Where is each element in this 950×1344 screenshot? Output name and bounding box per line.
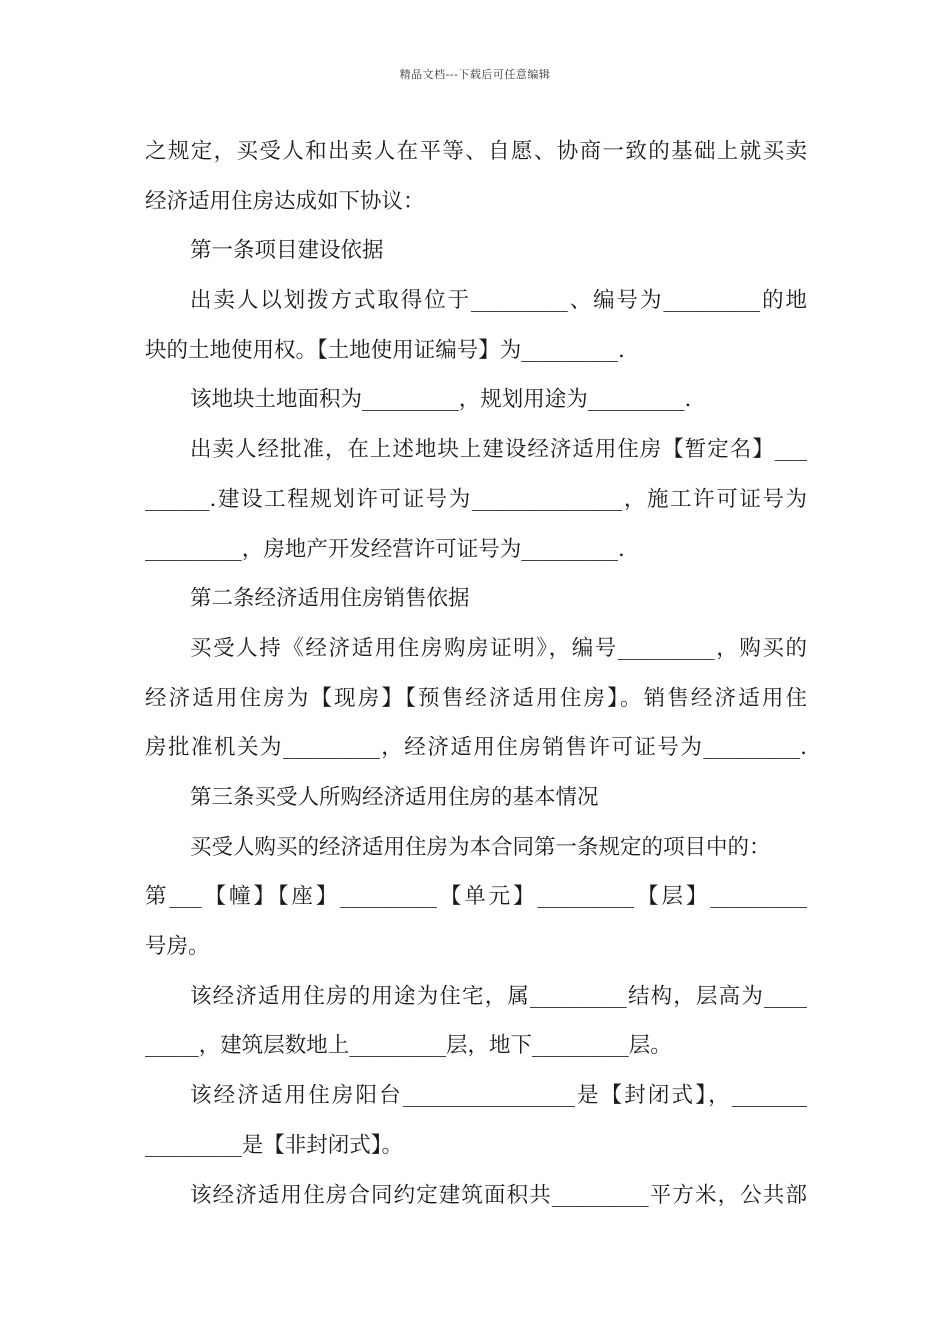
article-heading: 第二条经济适用住房销售依据 — [190, 586, 470, 611]
paragraph-line: 该地块土地面积为_________，规划用途为_________. — [190, 387, 692, 412]
paragraph-line: 块的土地使用权。【土地使用证编号】为_________. — [145, 338, 625, 363]
paragraph-line: 之规定，买受人和出卖人在平等、自愿、协商一致的基础上就买卖 — [145, 139, 807, 164]
paragraph-line: 号房。 — [145, 934, 210, 959]
paragraph-line: 第___【幢】【座】_________【单元】_________【层】_________ — [145, 884, 807, 909]
paragraph-line: 该经济适用住房的用途为住宅，属_________结构，层高为____ — [190, 984, 807, 1009]
paragraph-line: _________是【非封闭式】。 — [145, 1133, 404, 1158]
article-heading: 第一条项目建设依据 — [190, 238, 384, 263]
article-heading: 第三条买受人所购经济适用住房的基本情况 — [190, 785, 599, 810]
paragraph-line: 该经济适用住房阳台________________是【封闭式】，_______ — [190, 1083, 807, 1108]
paragraph-line: 经济适用住房为【现房】【预售经济适用住房】。销售经济适用住 — [145, 686, 807, 711]
paragraph-line: _____，建筑层数地上_________层，地下_________层。 — [145, 1033, 672, 1058]
paragraph-line: 该经济适用住房合同约定建筑面积共_________平方米，公共部 — [190, 1183, 807, 1208]
paragraph-line: ______.建设工程规划许可证号为______________，施工许可证号为 — [145, 487, 807, 512]
paragraph-line: 买受人持《经济适用住房购房证明》，编号_________，购买的 — [190, 636, 807, 661]
paragraph-line: 出卖人经批准，在上述地块上建设经济适用住房【暂定名】___ — [190, 437, 807, 462]
paragraph-line: _________，房地产开发经营许可证号为_________. — [145, 537, 625, 562]
paragraph-line: 经济适用住房达成如下协议： — [145, 189, 425, 214]
paragraph-line: 房批准机关为_________，经济适用住房销售许可证号为_________. — [145, 735, 807, 760]
paragraph-line: 买受人购买的经济适用住房为本合同第一条规定的项目中的： — [190, 835, 771, 860]
page-header: 精品文档---下载后可任意编辑 — [399, 68, 551, 81]
paragraph-line: 出卖人以划拨方式取得位于_________、编号为_________的地 — [190, 288, 807, 313]
